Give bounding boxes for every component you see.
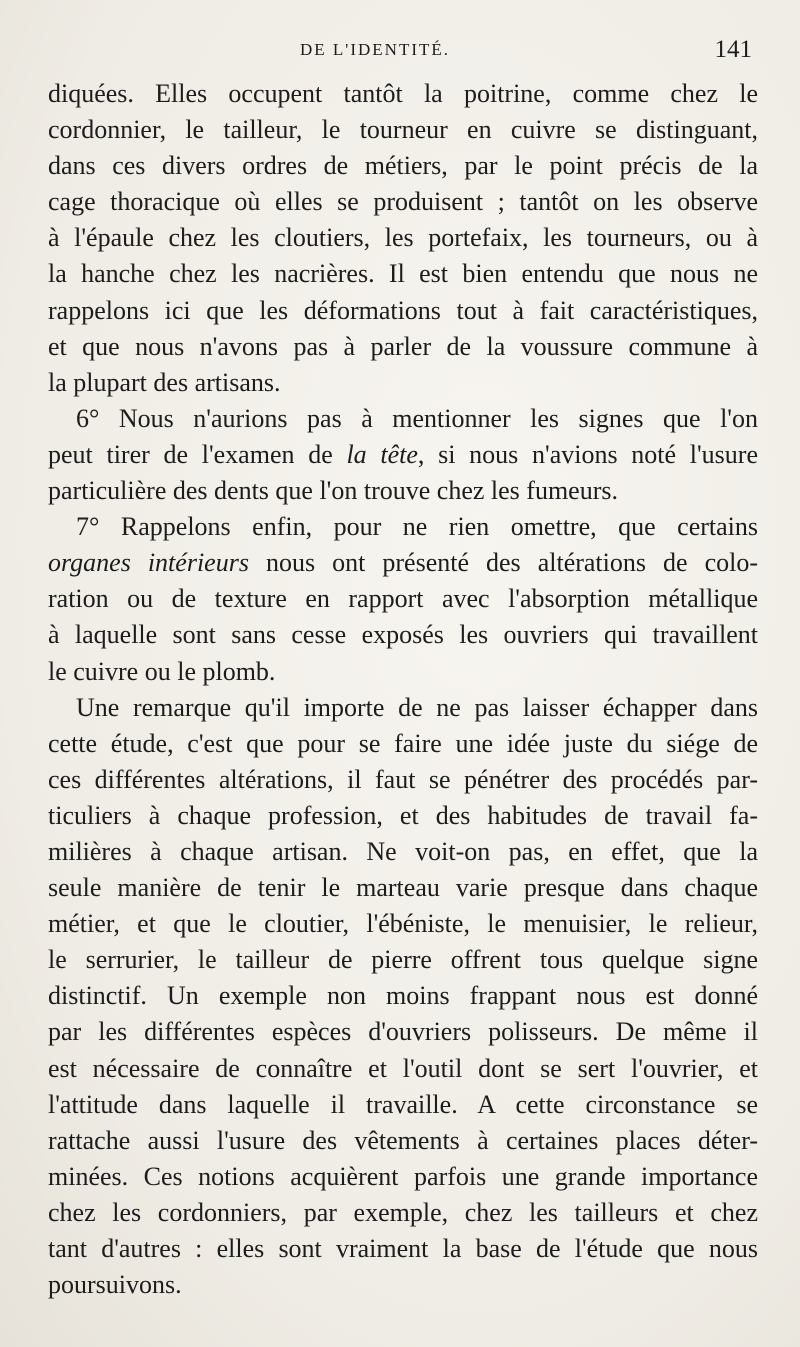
- text-line: distinctif. Un exemple non moins frappant nous est donné: [48, 981, 758, 1011]
- text-line: le cuivre ou le plomb.: [48, 656, 276, 686]
- text-run: , si nous n'avions noté l'usure: [417, 439, 758, 469]
- body-text: [48, 76, 758, 1303]
- text-line: rattache aussi l'usure des vêtements à certaines places déter-: [48, 1125, 758, 1155]
- italic-term: la tête: [346, 439, 418, 469]
- text-line: 7° Rappelons enfin, pour ne rien omettre, que certains: [76, 512, 758, 542]
- running-title: DE L'IDENTITÉ.: [300, 40, 451, 59]
- text-line: Une remarque qu'il importe de ne pas laisser échapper dans: [76, 692, 758, 722]
- text-line: chez les cordonniers, par exemple, chez les tailleurs et chez: [48, 1197, 758, 1227]
- text-line: ces différentes altérations, il faut se pénétrer des procédés par-: [48, 764, 758, 794]
- text-line: milières à chaque artisan. Ne voit-on pas, en effet, que la: [48, 836, 758, 866]
- text-run: nous ont présenté des altérations de colo-: [248, 548, 759, 578]
- running-head: [0, 36, 800, 66]
- text-line: à laquelle sont sans cesse exposés les ouvriers qui travaillent: [48, 620, 758, 650]
- italic-term: organes intérieurs: [48, 548, 249, 578]
- text-line: à l'épaule chez les cloutiers, les portefaix, les tourneurs, ou à: [48, 223, 758, 253]
- text-line: tant d'autres : elles sont vraiment la base de l'étude que nous: [48, 1234, 758, 1263]
- text-line: est nécessaire de connaître et l'outil dont se sert l'ouvrier, et: [48, 1053, 758, 1083]
- text-line: cordonnier, le tailleur, le tourneur en cuivre se distinguant,: [48, 115, 758, 145]
- page-number: 141: [714, 36, 752, 63]
- text-line: cette étude, c'est que pour se faire une idée juste du siége de: [48, 728, 758, 758]
- text-line: cage thoracique où elles se produisent ; tantôt on les observe: [48, 187, 758, 217]
- text-line: métier, et que le cloutier, l'ébéniste, le menuisier, le relieur,: [48, 909, 758, 939]
- text-line: seule manière de tenir le marteau varie presque dans chaque: [48, 873, 758, 903]
- text-line: l'attitude dans laquelle il travaille. A cette circonstance se: [48, 1089, 758, 1119]
- text-line: diquées. Elles occupent tantôt la poitrine, comme chez le: [48, 79, 758, 108]
- text-line: particulière des dents que l'on trouve chez les fumeurs.: [48, 476, 618, 506]
- text-line: et que nous n'avons pas à parler de la voussure commune à: [48, 331, 758, 361]
- text-line: par les différentes espèces d'ouvriers polisseurs. De même il: [48, 1017, 758, 1047]
- text-line: ration ou de texture en rapport avec l'absorption métallique: [48, 584, 758, 614]
- text-line: la plupart des artisans.: [48, 367, 281, 397]
- text-run: peut tirer de l'examen de: [48, 439, 347, 469]
- text-line: ticuliers à chaque profession, et des habitudes de travail fa-: [48, 800, 758, 830]
- text-line: [48, 437, 758, 473]
- text-line: minées. Ces notions acquièrent parfois une grande importance: [48, 1161, 758, 1191]
- text-line: la hanche chez les nacrières. Il est bien entendu que nous ne: [48, 259, 758, 289]
- text-line: dans ces divers ordres de métiers, par le point précis de la: [48, 151, 758, 181]
- text-run: 6° Nous n'aurions pas à mentionner les signes que l'on: [76, 403, 758, 433]
- text-line: [48, 545, 758, 581]
- text-line: rappelons ici que les déformations tout à fait caractéristiques,: [48, 295, 758, 325]
- text-line: poursuivons.: [48, 1270, 182, 1300]
- text-line: [48, 401, 758, 437]
- text-line: le serrurier, le tailleur de pierre offrent tous quelque signe: [48, 945, 758, 975]
